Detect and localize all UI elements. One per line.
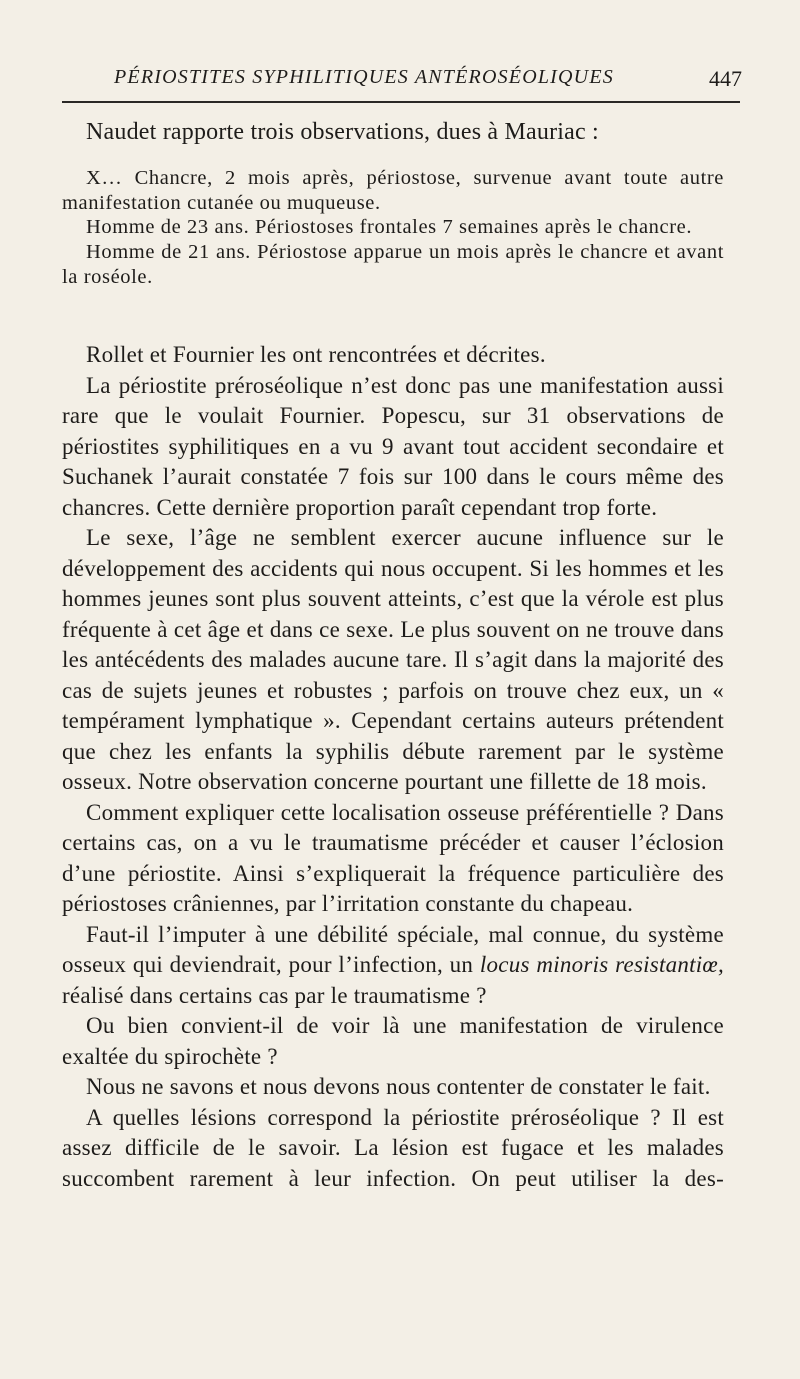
observation-3: Homme de 21 ans. Périostose apparue un mois après le chancre et avant la roséole. [62,241,724,288]
paragraph-5-latin-term: locus minoris resistantiœ, [479,952,724,977]
observation-1: X… Chancre, 2 mois après, périostose, survenue avant toute autre manifestation cutanée ou muqueuse. [62,167,724,214]
header-rule [62,101,740,103]
paragraph-3: Le sexe, l’âge ne semblent exercer aucune influence sur le développement des accidents qui nous occupent. Si les hommes et les hommes jeunes sont plus souvent atteints, c’est que la vérole est plus fréquente à cet âge et dans ce sexe. Le plus souvent on ne trouve dans les antécédents des malades aucune tare. Il s’agit dans la majorité des cas de sujets jeunes et robustes ; parfois on trouve chez eux, un « tempérament lymphatique ». Cependant certains auteurs prétendent que chez les enfants la syphilis débute rarement par le système osseux. Notre observation concerne pourtant une fillette de 18 mois. [62,525,724,794]
paragraph-4: Comment expliquer cette localisation osseuse préférentielle ? Dans certains cas, on a vu le traumatisme précéder et causer l’éclosion d’une périostite. Ainsi s’expliquerait la fréquence particulière des périostoses crâniennes, par l’irritation constante du chapeau. [62,799,724,916]
observations-block [62,166,724,289]
paragraph-5-text-b: réalisé dans certains cas par le traumatisme ? [62,982,487,1008]
paragraph-5-text-a: Faut-il l’imputer à une débilité spéciale, mal connue, du système osseux qui deviendrait, pour l’infection, un [62,921,724,977]
paragraph-7: Nous ne savons et nous devons nous contenter de constater le fait. [86,1074,711,1099]
lead-sentence: Naudet rapporte trois observations, dues à Mauriac : [86,119,599,145]
running-title: PÉRIOSTITES SYPHILITIQUES ANTÉROSÉOLIQUES [114,66,614,88]
paragraph-2: La périostite préroséolique n’est donc pas une manifestation aussi rare que le voulait Fournier. Popescu, sur 31 observations de périostites syphilitiques en a vu 9 avant tout accident secondaire et Suchanek l’aurait constatée 7 fois sur 100 dans le cours même des chancres. Cette dernière proportion paraît cependant trop forte. [62,372,724,520]
paragraph-5 [62,920,724,1012]
observation-2: Homme de 23 ans. Périostoses frontales 7 semaines après le chancre. [86,216,693,239]
running-head [62,62,742,102]
paragraph-8: A quelles lésions correspond la périostite préroséolique ? Il est assez difficile de le savoir. La lésion est fugace et les malades succombent rarement à leur infection. On peut utiliser la des- [62,1104,724,1191]
page-number: 447 [709,66,742,91]
body-text [62,340,724,1194]
paragraph-6: Ou bien convient-il de voir là une manifestation de virulence exaltée du spirochète ? [62,1013,724,1069]
paragraph-1: Rollet et Fournier les ont rencontrées et décrites. [86,342,546,367]
